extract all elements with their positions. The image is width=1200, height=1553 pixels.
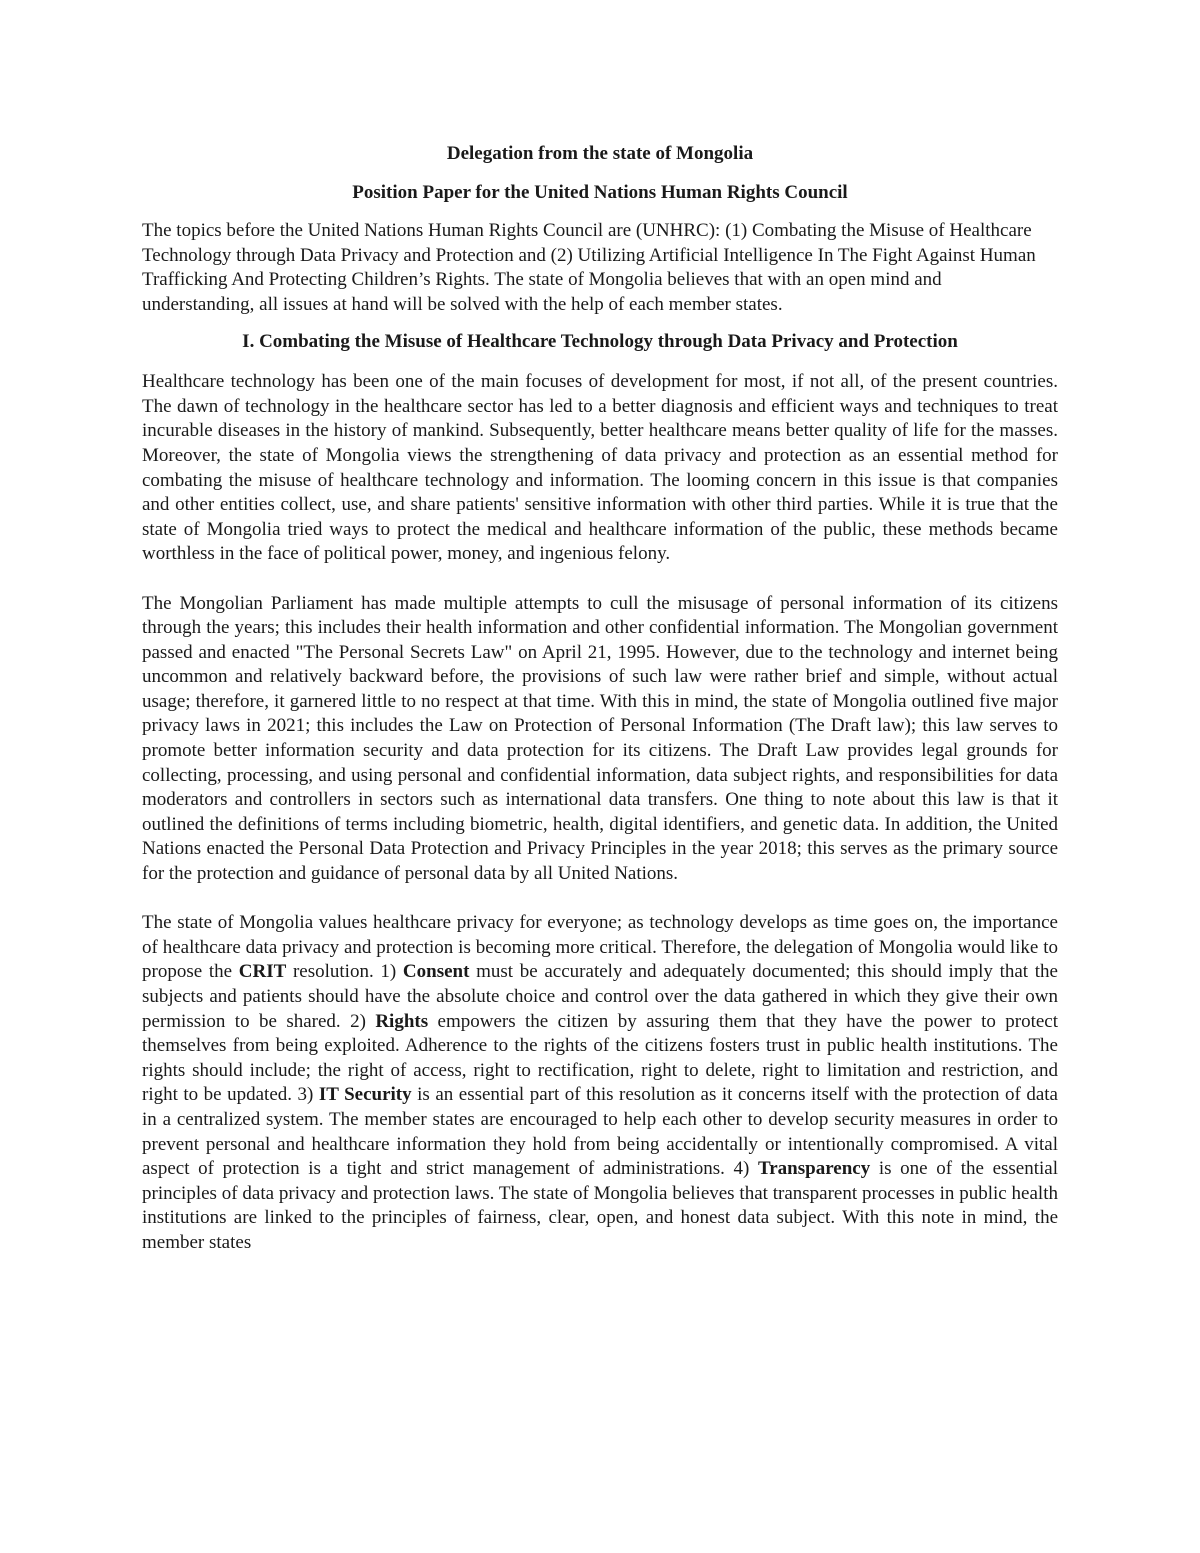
document-page [142,142,1058,1256]
transparency-term: Transparency [757,1158,871,1180]
section-heading: I. Combating the Misuse of Healthcare Technology through Data Privacy and Protection [242,330,958,352]
it-security-term: IT Security [318,1084,412,1106]
intro-paragraph: The topics before the United Nations Human Rights Council are (UNHRC): (1) Combating the Misuse of Healthcare Technology through Data Privacy and Protection and (2) Utilizing Artificial Intelligence In The Fight Against Human Trafficking And Protecting Children’s Rights. The state of Mongolia believes that with an open mind and understanding, all issues at hand will be solved with the help of each member states. [142,220,1036,315]
body-paragraph-2: The Mongolian Parliament has made multiple attempts to cull the misusage of personal information of its citizens through the years; this includes their health information and other confidential information. The Mongolian government passed and enacted "The Personal Secrets Law" on April 21, 1995. However, due to the technology and internet being uncommon and relatively backward before, the provisions of such law were rather brief and simple, without actual usage; therefore, it garnered little to no respect at that time. With this in mind, the state of Mongolia outlined five major privacy laws in 2021; this includes the Law on Protection of Personal Information (The Draft law); this law serves to promote better information security and data protection for its citizens. The Draft Law provides legal grounds for collecting, processing, and using personal and confidential information, data subject rights, and responsibilities for data moderators and controllers in sectors such as international data transfers. One thing to note about this law is that it outlined the definitions of terms including biometric, health, digital identifiers, and genetic data. In addition, the United Nations enacted the Personal Data Protection and Privacy Principles in the year 2018; this serves as the primary source for the protection and guidance of personal data by all United Nations. [142,592,1058,885]
body-paragraph-3 [142,911,1058,1255]
body-paragraph-1: Healthcare technology has been one of the main focuses of development for most, if not all, of the present countries. The dawn of technology in the healthcare sector has led to a better diagnosis and efficient ways and techniques to treat incurable diseases in the history of mankind. Subsequently, better healthcare means better quality of life for the masses. Moreover, the state of Mongolia views the strengthening of data privacy and protection as an essential method for combating the misuse of healthcare technology and information. The looming concern in this issue is that companies and other entities collect, use, and share patients' sensitive information with other third parties. While it is true that the state of Mongolia tried ways to protect the medical and healthcare information of the public, these methods became worthless in the face of political power, money, and ingenious felony. [142,371,1058,565]
p3-text-2: resolution. 1) [286,961,403,983]
rights-term: Rights [375,1010,429,1032]
p3-text-6: is one of the essential principles of data privacy and protection laws. The state of Mongolia believes that transparent processes in public health institutions are linked to the principles of fairness, clear, open, and honest data subject. With this note in mind, the member states [142,1158,1058,1253]
crit-term: CRIT [238,961,287,983]
p3-text-5: is an essential part of this resolution as it concerns itself with the protection of data in a centralized system. The member states are encouraged to help each other to develop security measures in order to prevent personal and healthcare information they hold from being accidentally or intentionally compromised. A vital aspect of protection is a tight and strict management of administrations. 4) [142,1084,1058,1180]
p3-text-3: must be accurately and adequately documented; this should imply that the subjects and patients should have the absolute choice and control over the data gathered in which they give their own permission to be shared. 2) [142,961,1058,1032]
p3-text-4: empowers the citizen by assuring them that they have the power to protect themselves from being exploited. Adherence to the rights of the citizens fosters trust in public health institutions. The rights should include; the right of access, right to rectification, right to delete, right to limitation and restriction, and right to be updated. 3) [142,1010,1059,1106]
consent-term: Consent [402,961,470,983]
p3-text-1: The state of Mongolia values healthcare privacy for everyone; as technology develops as time goes on, the importance of healthcare data privacy and protection is becoming more critical. Therefore, the delegation of Mongolia would like to propose the [142,912,1058,983]
document-subtitle: Position Paper for the United Nations Human Rights Council [352,181,848,203]
document-title: Delegation from the state of Mongolia [446,143,754,164]
